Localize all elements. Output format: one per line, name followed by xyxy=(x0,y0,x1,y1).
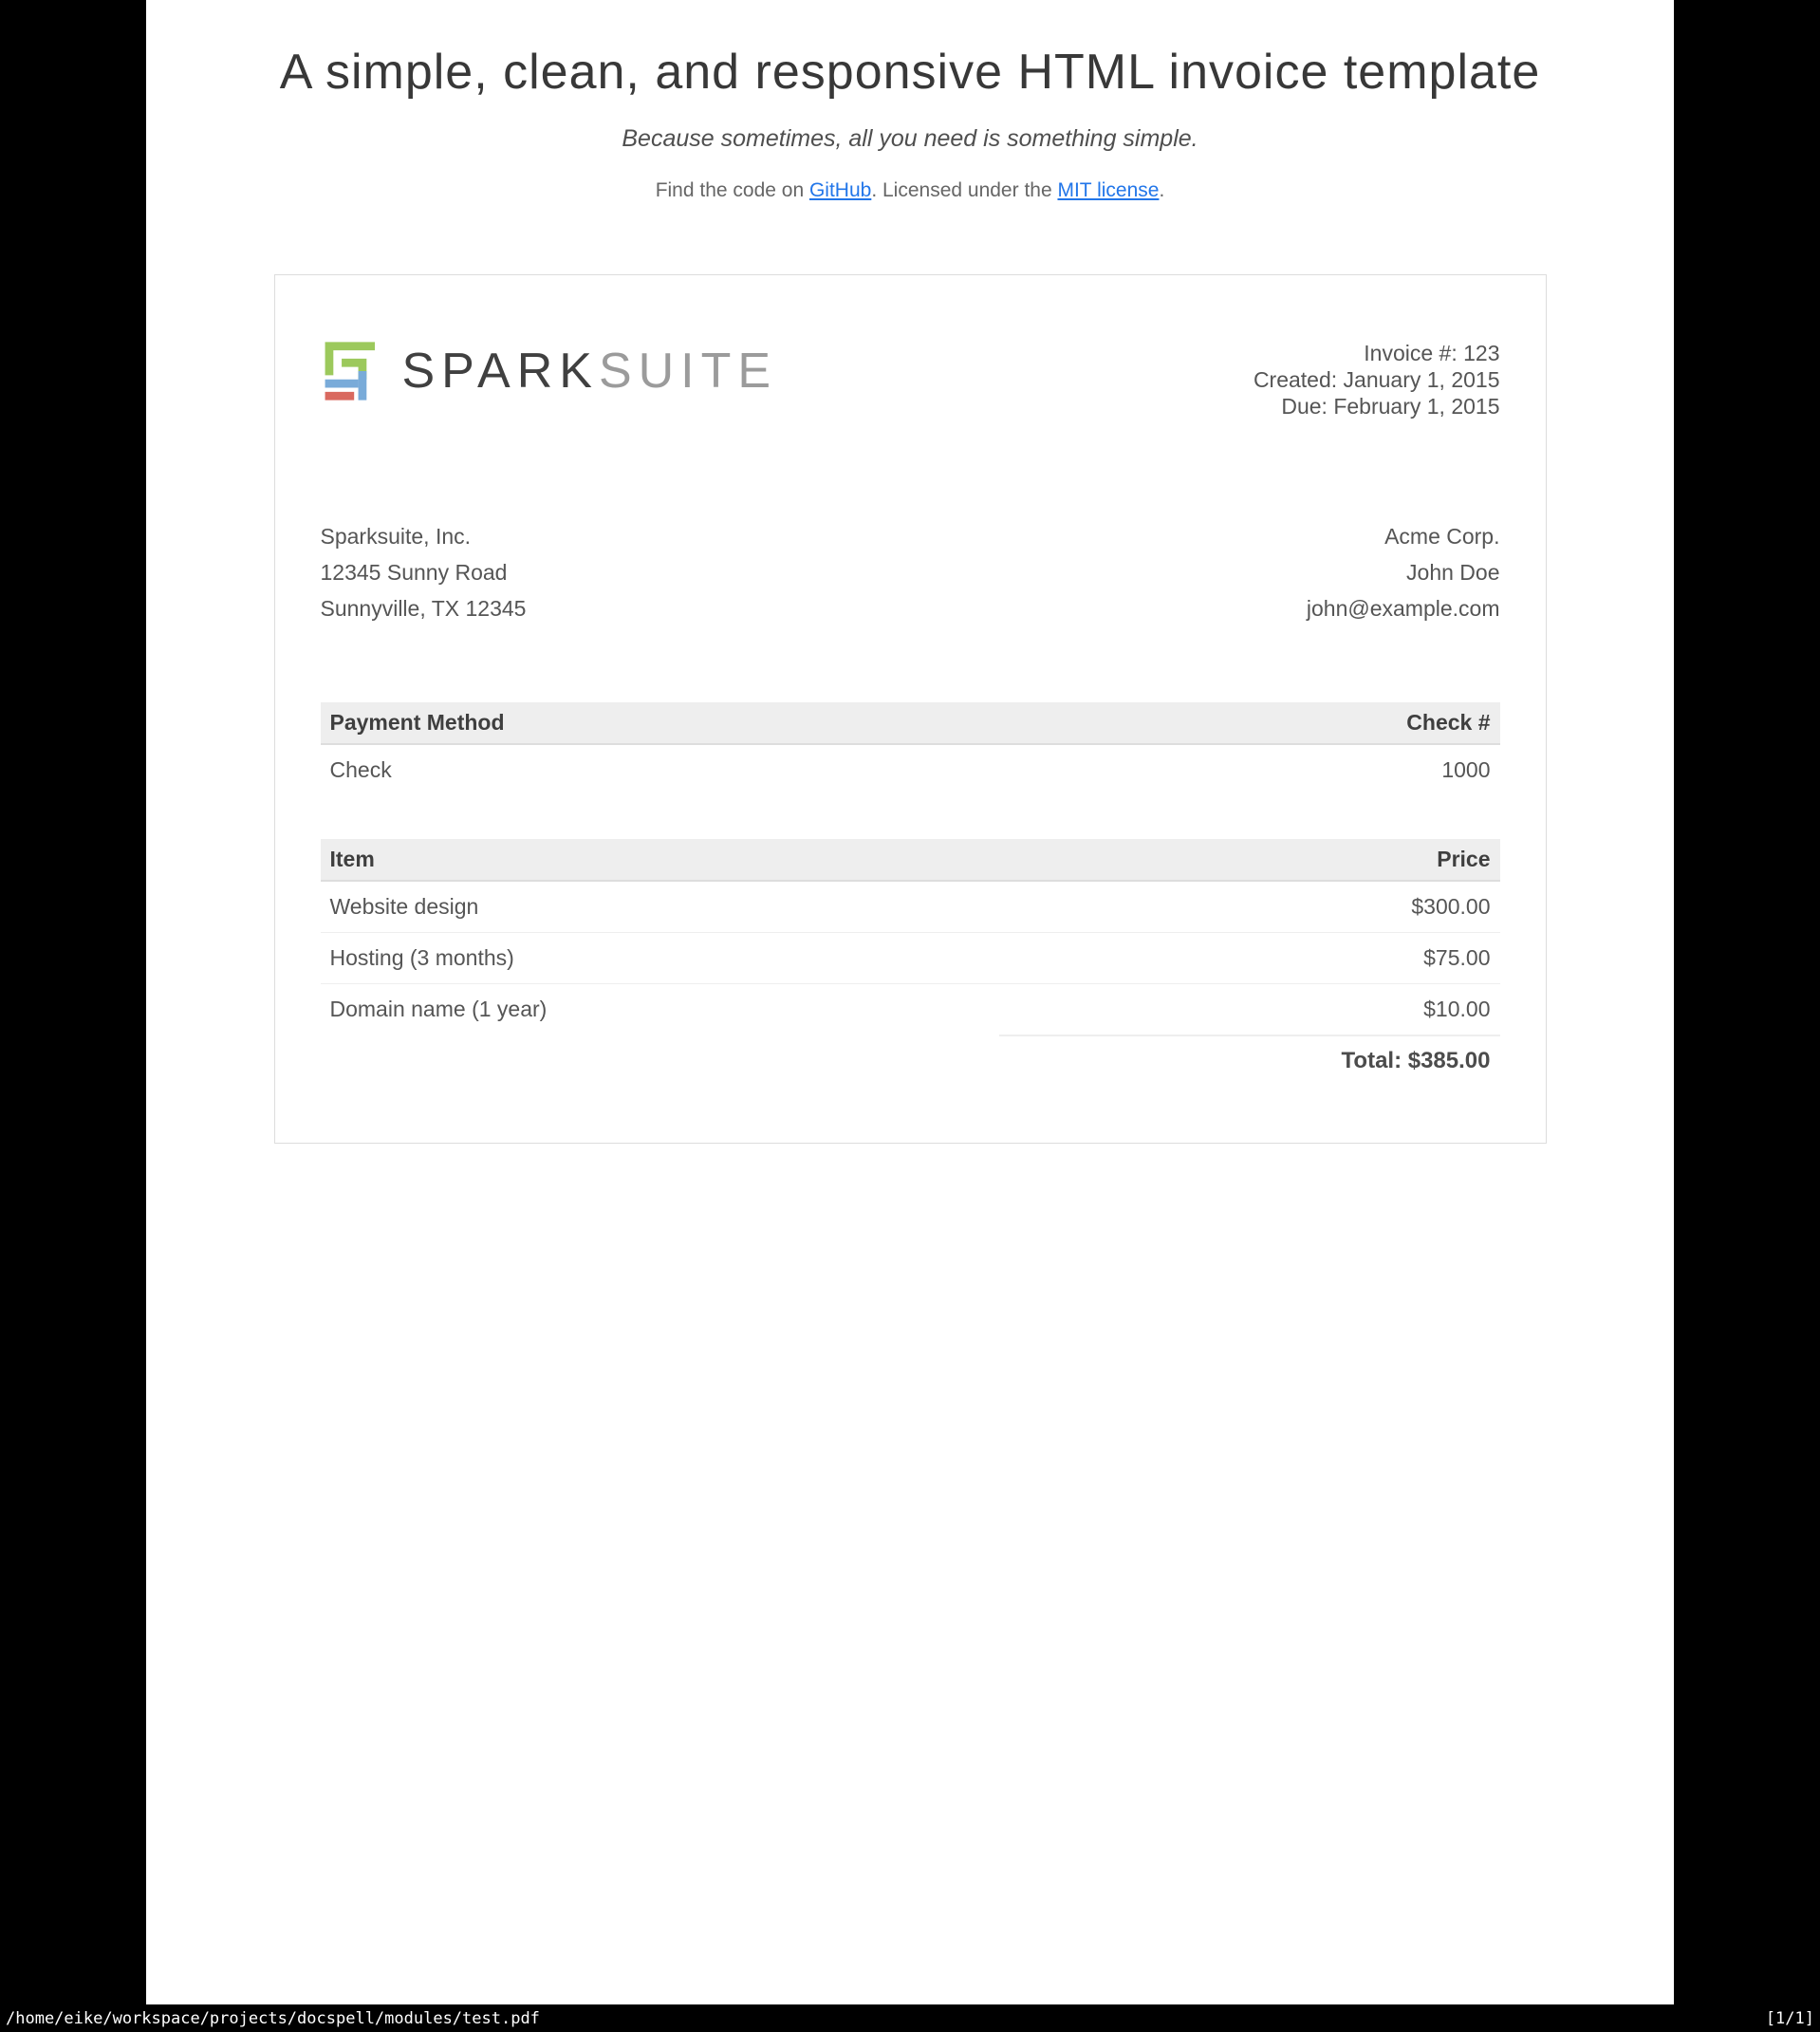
to-company: Acme Corp. xyxy=(1384,524,1500,549)
invoice-number: Invoice #: 123 xyxy=(1364,341,1500,365)
items-table xyxy=(321,839,1500,1086)
invoice-due-date: Due: February 1, 2015 xyxy=(1281,394,1500,419)
statusbar-file-path: /home/eike/workspace/projects/docspell/modules/test.pdf xyxy=(6,2008,540,2028)
from-street: 12345 Sunny Road xyxy=(320,560,508,585)
payment-table-row xyxy=(321,745,1500,795)
from-company: Sparksuite, Inc. xyxy=(320,524,472,549)
brand-logo xyxy=(321,338,778,404)
invoice-total: Total: $385.00 xyxy=(999,1035,1499,1086)
invoice-card xyxy=(274,274,1547,1144)
links-middle-text: . Licensed under the xyxy=(871,179,1058,201)
item-price: $75.00 xyxy=(1423,945,1491,970)
github-link[interactable]: GitHub xyxy=(808,179,872,201)
to-person: John Doe xyxy=(1406,560,1500,585)
total-row xyxy=(321,1035,1500,1086)
address-from xyxy=(321,518,527,626)
invoice-header-row xyxy=(321,338,1500,419)
item-header: Item xyxy=(329,847,375,871)
item-name: Domain name (1 year) xyxy=(329,997,548,1021)
item-price: $300.00 xyxy=(1411,894,1491,919)
sparksuite-logo-icon xyxy=(321,338,383,404)
pdf-page xyxy=(146,0,1674,2004)
item-price: $10.00 xyxy=(1423,997,1491,1021)
links-prefix-text: Find the code on xyxy=(655,179,809,201)
invoice-created-date: Created: January 1, 2015 xyxy=(1253,367,1500,392)
payment-method-value: Check xyxy=(329,757,392,782)
addresses-row xyxy=(321,518,1500,626)
check-number-header: Check # xyxy=(1406,710,1491,735)
page-subtitle: Because sometimes, all you need is something simple. xyxy=(622,125,1198,152)
to-email: john@example.com xyxy=(1306,596,1500,621)
from-city: Sunnyville, TX 12345 xyxy=(320,596,527,621)
payment-method-header: Payment Method xyxy=(329,710,505,735)
statusbar xyxy=(0,2004,1820,2032)
brand-wordmark xyxy=(402,338,778,404)
price-header: Price xyxy=(1437,847,1491,871)
invoice-meta xyxy=(1254,338,1500,419)
items-table-header xyxy=(321,839,1500,882)
item-row xyxy=(321,933,1500,984)
item-row xyxy=(321,984,1500,1035)
payment-table-header xyxy=(321,702,1500,745)
links-suffix-text: . xyxy=(1159,179,1165,201)
brand-wordmark-primary: SPARK xyxy=(401,344,599,399)
item-row xyxy=(321,882,1500,933)
payment-method-table xyxy=(321,702,1500,795)
check-number-value: 1000 xyxy=(1441,757,1491,782)
mit-license-link[interactable]: MIT license xyxy=(1057,179,1160,201)
brand-wordmark-secondary: SUITE xyxy=(598,344,778,399)
item-name: Hosting (3 months) xyxy=(329,945,514,970)
address-to xyxy=(1307,518,1500,626)
page-title: A simple, clean, and responsive HTML invoice template xyxy=(279,45,1541,100)
statusbar-page-indicator: [1/1] xyxy=(1765,2008,1814,2028)
item-name: Website design xyxy=(329,894,479,919)
links-line xyxy=(146,179,1674,202)
